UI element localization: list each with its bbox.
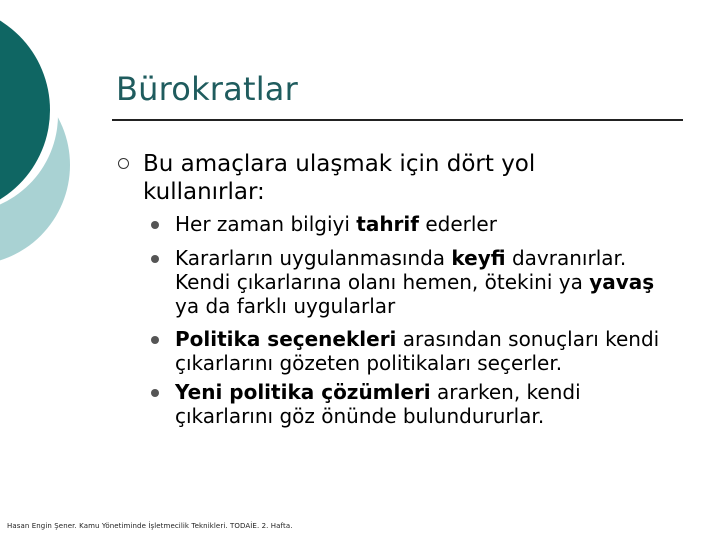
decorative-circles [0,0,120,300]
text-segment: ederler [418,212,497,236]
bold-text-segment: keyfi [451,246,506,270]
text-segment: Kararların uygulanmasında [175,246,452,270]
text-segment: arasından sonuçları kendi çıkarlarını gözeten politikaları seçerler. [175,327,660,375]
filled-circle-bullet-icon [151,336,159,344]
text-segment: ararken, kendi çıkarlarını göz önünde bulundururlar. [175,380,581,428]
filled-circle-bullet-icon [151,221,159,229]
sub-point-text [175,380,675,428]
bold-text-segment: Politika seçenekleri [175,327,397,351]
title-divider [112,119,683,121]
main-point-text: Bu amaçlara ulaşmak için dört yol kullanırlar: [143,151,536,205]
filled-circle-bullet-icon [151,255,159,263]
sub-point-text [175,246,675,318]
sub-point-text [175,327,675,375]
slide-footer: Hasan Engin Şener. Kamu Yönetiminde İşletmecilik Teknikleri. TODAİE. 2. Hafta. [7,522,293,530]
sub-point-text [175,212,675,236]
text-segment: ya da farklı uygularlar [175,294,396,318]
text-segment: Her zaman bilgiyi [175,212,357,236]
slide-title: Bürokratlar [116,70,298,108]
filled-circle-bullet-icon [151,389,159,397]
hollow-circle-bullet-icon [118,158,129,169]
bold-text-segment: yavaş [589,270,655,294]
text-segment: davranırlar. Kendi çıkarlarına olanı hemen, ötekini ya [175,246,627,294]
bold-text-segment: tahrif [356,212,419,236]
bold-text-segment: Yeni politika çözümleri [175,380,431,404]
